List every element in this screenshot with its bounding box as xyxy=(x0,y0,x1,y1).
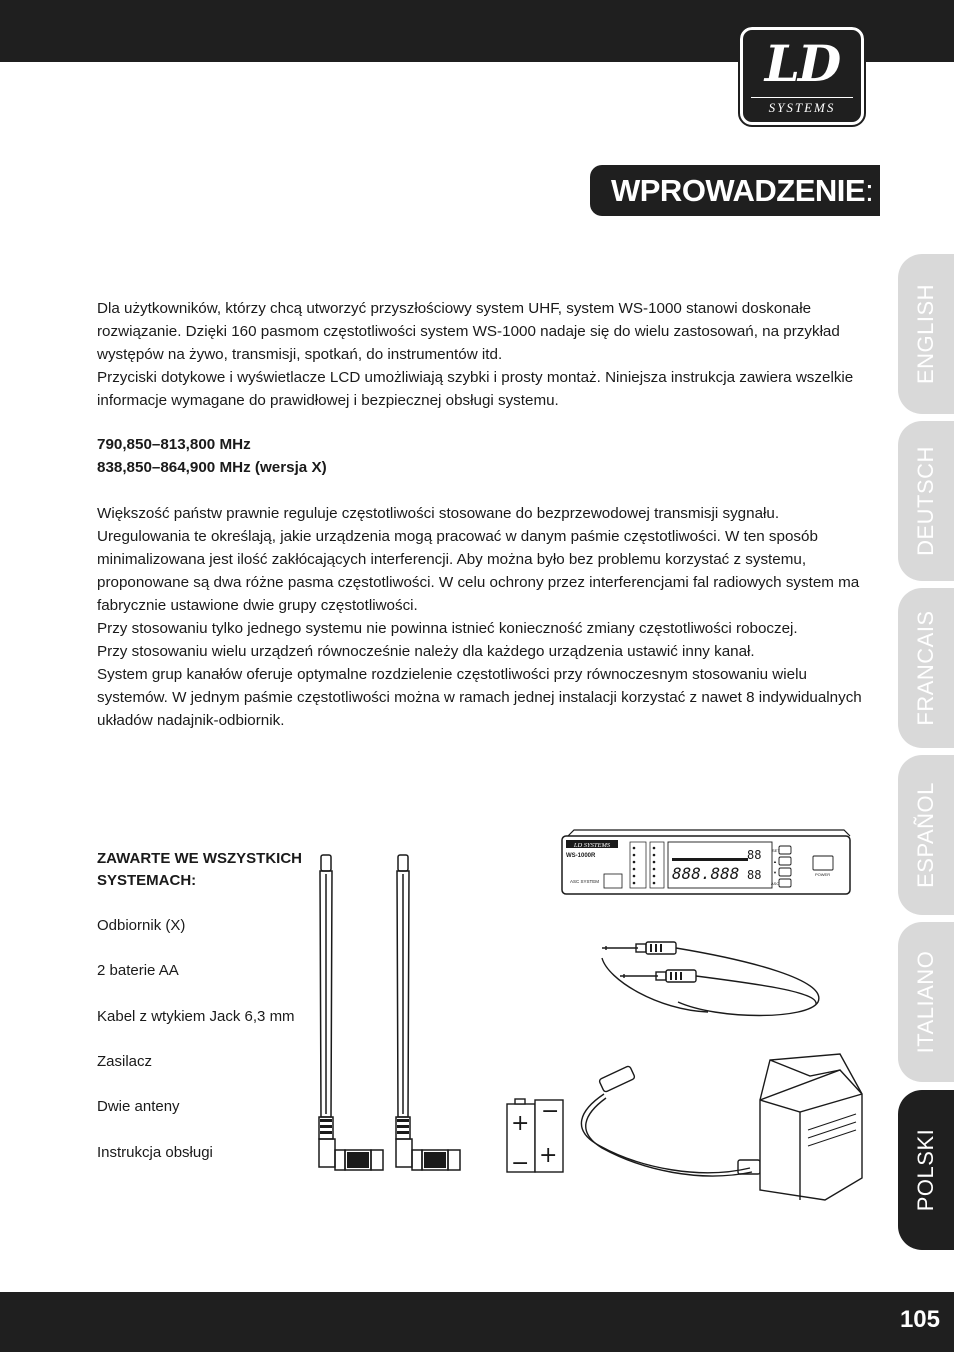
body-paragraph-3: Przy stosowaniu wielu urządzeń równocześnie należy dla każdego urządzenia ustawić inny kanał. xyxy=(97,643,755,660)
battery-plus: + xyxy=(511,1111,530,1136)
antennas-illustration xyxy=(310,852,470,1182)
list-item: Zasilacz xyxy=(97,1053,153,1070)
tab-english[interactable] xyxy=(898,254,954,414)
tab-label: DEUTSCH xyxy=(913,446,938,556)
tab-italiano[interactable] xyxy=(898,922,954,1082)
jack-cable-illustration xyxy=(598,940,833,1022)
power-label: POWER xyxy=(815,872,831,877)
intro-text xyxy=(97,297,862,412)
tab-label: POLSKI xyxy=(913,1128,938,1212)
list-item: Instrukcja obsługi xyxy=(97,1144,213,1161)
display-frequency: 888.888 xyxy=(672,864,740,883)
batteries-illustration xyxy=(503,1096,565,1176)
button-label: SET xyxy=(772,848,780,853)
asc-label: ASC SYSTEM xyxy=(570,879,600,884)
bottom-bar xyxy=(0,1292,954,1352)
receiver-illustration xyxy=(560,828,852,896)
intro-paragraph-1: Dla użytkowników, którzy chcą utworzyć przyszłościowy system UHF, system WS-1000 stanowi doskonałe rozwiązanie. Dzięki 160 pasmom częstotliwości system WS-1000 nadaje się do wielu zastosowań, na przykład występów na żywo, transmisji, spotkań, do instrumentów itd. xyxy=(97,300,840,363)
body-paragraph-1: Większość państw prawnie reguluje częstotliwości stosowane do bezprzewodowej transmisji sygnału. Uregulowania te określają, jakie urządzenia mogą pracować w danym paśmie częstotliwości. W ten sposób minimalizowana jest ilość zakłócających interferencji. Aby można było bez problemu korzystać z systemu, proponowane są dwa różne pasma częstotliwości. W celu ochrony przez interferencjami fal radiowych system ma fabrycznie ustawione dwie grupy częstotliwości. xyxy=(97,505,860,614)
section-title: WPROWADZENIE: xyxy=(611,173,874,208)
button-label: ▼ xyxy=(773,870,777,875)
tab-francais[interactable] xyxy=(898,588,954,748)
button-label: ASC xyxy=(771,881,780,886)
tab-deutsch[interactable] xyxy=(898,421,954,581)
frequency-line-1: 790,850–813,800 MHz xyxy=(97,436,251,453)
receiver-model: WS-1000R xyxy=(566,853,596,859)
tab-label: ESPAÑOL xyxy=(913,782,938,888)
frequency-line-2: 838,850–864,900 MHz (wersja X) xyxy=(97,459,327,476)
frequency-ranges xyxy=(97,433,862,479)
tab-label: ENGLISH xyxy=(913,283,938,385)
list-item: Kabel z wtykiem Jack 6,3 mm xyxy=(97,1008,295,1025)
tab-label: ITALIANO xyxy=(913,950,938,1054)
body-paragraph-2: Przy stosowaniu tylko jednego systemu nie powinna istnieć konieczność zmiany częstotliwości roboczej. xyxy=(97,620,798,637)
tab-espanol[interactable] xyxy=(898,755,954,915)
logo-sub-text: SYSTEMS xyxy=(751,97,853,116)
list-item: Odbiornik (X) xyxy=(97,917,186,934)
battery-minus: − xyxy=(511,1151,530,1176)
display-channel: 88 xyxy=(747,848,762,862)
page-number: 105 xyxy=(899,1306,940,1333)
intro-paragraph-2: Przyciski dotykowe i wyświetlacze LCD umożliwiają szybki i prosty montaż. Niniejsza instrukcja zawiera wszelkie informacje wymagane do prawidłowej i bezpiecznej obsługi systemu. xyxy=(97,369,854,409)
battery-plus: + xyxy=(539,1143,558,1168)
list-item: 2 baterie AA xyxy=(97,962,179,979)
body-paragraph-4: System grup kanałów oferuje optymalne rozdzielenie częstotliwości przy równoczesnym stosowaniu wielu systemów. W jednym paśmie częstotliwości można w ramach jednej instalacji korzystać z nawet 8 indywidualnych układów nadajnik-odbiornik. xyxy=(97,666,862,729)
contents-heading: ZAWARTE WE WSZYSTKICH SYSTEMACH: xyxy=(97,850,302,889)
receiver-brand: LD SYSTEMS xyxy=(573,842,611,849)
section-title-box xyxy=(590,165,880,216)
display-group: 88 xyxy=(747,868,762,882)
list-item: Dwie anteny xyxy=(97,1098,180,1115)
power-supply-illustration xyxy=(570,1050,870,1210)
logo-main-text: LD xyxy=(764,34,840,93)
button-label: ▲ xyxy=(773,859,777,864)
ld-systems-logo xyxy=(740,27,864,125)
tab-polski[interactable] xyxy=(898,1090,954,1250)
tab-label: FRANCAIS xyxy=(913,610,938,726)
battery-minus: − xyxy=(541,1099,560,1124)
body-text xyxy=(97,502,862,732)
